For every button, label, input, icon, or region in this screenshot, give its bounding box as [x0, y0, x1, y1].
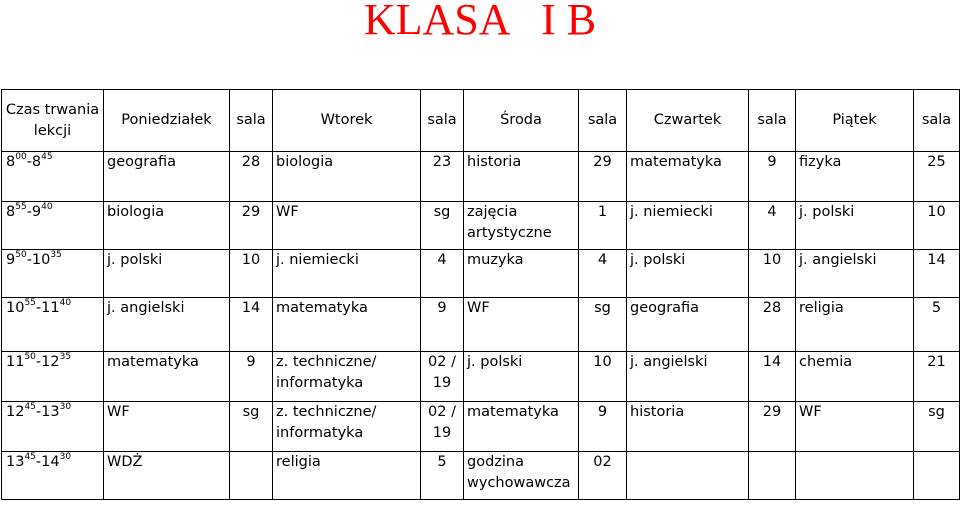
- subject-cell-wed: matematyka: [464, 402, 579, 452]
- subject-cell-wed: j. polski: [464, 352, 579, 402]
- time-minutes: 30: [59, 402, 72, 413]
- room-cell-tue: sg: [421, 202, 464, 250]
- time-hour: 9: [31, 204, 42, 220]
- room-cell-wed: sg: [579, 298, 627, 352]
- lesson-time: [2, 402, 104, 452]
- subject-cell-thu: historia: [627, 402, 749, 452]
- subject-cell-thu: geografia: [627, 298, 749, 352]
- subject-cell-thu: j. polski: [627, 250, 749, 298]
- time-hour: 13: [41, 404, 60, 420]
- subject-cell-tue: z. techniczne/ informatyka: [273, 402, 421, 452]
- header-row: [2, 90, 960, 152]
- subject-cell-tue: biologia: [273, 152, 421, 202]
- room-cell-fri: 10: [914, 202, 960, 250]
- room-cell-thu: 14: [749, 352, 796, 402]
- time-minutes: 50: [24, 352, 36, 363]
- subject-cell-wed: WF: [464, 298, 579, 352]
- room-cell-fri: 5: [914, 298, 960, 352]
- subject-cell-wed: godzina wychowawcza: [464, 452, 579, 500]
- subject-cell-fri: religia: [796, 298, 914, 352]
- time-minutes: 00: [15, 152, 27, 163]
- time-hour: 14: [41, 454, 60, 470]
- subject-cell-fri: [796, 452, 914, 500]
- room-cell-tue: 02 / 19: [421, 352, 464, 402]
- room-cell-thu: [749, 452, 796, 500]
- room-cell-tue: 4: [421, 250, 464, 298]
- subject-cell-fri: fizyka: [796, 152, 914, 202]
- time-hour: 12: [41, 354, 60, 370]
- header-room: sala: [230, 90, 273, 152]
- time-minutes: 40: [41, 202, 53, 213]
- time-separator: -: [26, 252, 32, 268]
- time-minutes: 35: [59, 352, 72, 363]
- room-cell-mon: 28: [230, 152, 273, 202]
- room-cell-tue: 5: [421, 452, 464, 500]
- subject-cell-tue: matematyka: [273, 298, 421, 352]
- lesson-time: [2, 298, 104, 352]
- room-cell-mon: sg: [230, 402, 273, 452]
- room-cell-fri: 21: [914, 352, 960, 402]
- subject-cell-mon: WDŻ: [104, 452, 230, 500]
- room-cell-tue: 23: [421, 152, 464, 202]
- room-cell-fri: 14: [914, 250, 960, 298]
- room-cell-mon: 9: [230, 352, 273, 402]
- page-title: KLASA I B: [363, 0, 597, 44]
- room-cell-thu: 10: [749, 250, 796, 298]
- time-separator: -: [35, 404, 42, 420]
- time-hour: 10: [6, 300, 25, 316]
- time-separator: -: [35, 300, 42, 316]
- subject-cell-mon: WF: [104, 402, 230, 452]
- subject-cell-tue: religia: [273, 452, 421, 500]
- lesson-time: [2, 352, 104, 402]
- time-hour: 10: [31, 252, 51, 268]
- subject-cell-wed: historia: [464, 152, 579, 202]
- subject-cell-fri: j. angielski: [796, 250, 914, 298]
- subject-cell-tue: z. techniczne/ informatyka: [273, 352, 421, 402]
- subject-cell-mon: biologia: [104, 202, 230, 250]
- room-cell-mon: 10: [230, 250, 273, 298]
- time-minutes: 55: [24, 298, 36, 309]
- room-cell-thu: 29: [749, 402, 796, 452]
- room-cell-tue: 9: [421, 298, 464, 352]
- lesson-row: [2, 298, 960, 352]
- header-time: Czas trwania lekcji: [2, 90, 104, 152]
- subject-cell-tue: j. niemiecki: [273, 250, 421, 298]
- lesson-time: [2, 152, 104, 202]
- time-minutes: 35: [50, 250, 62, 261]
- room-cell-wed: 02: [579, 452, 627, 500]
- subject-cell-mon: geografia: [104, 152, 230, 202]
- room-cell-wed: 1: [579, 202, 627, 250]
- subject-cell-mon: j. angielski: [104, 298, 230, 352]
- subject-cell-mon: matematyka: [104, 352, 230, 402]
- room-cell-mon: 29: [230, 202, 273, 250]
- room-cell-thu: 4: [749, 202, 796, 250]
- time-minutes: 55: [15, 202, 27, 213]
- time-separator: -: [26, 154, 32, 170]
- time-minutes: 50: [15, 250, 27, 261]
- subject-cell-thu: matematyka: [627, 152, 749, 202]
- room-cell-thu: 9: [749, 152, 796, 202]
- time-hour: 9: [6, 252, 16, 268]
- subject-cell-fri: WF: [796, 402, 914, 452]
- time-hour: 13: [6, 454, 25, 470]
- subject-cell-wed: muzyka: [464, 250, 579, 298]
- time-hour: 12: [6, 404, 25, 420]
- time-separator: -: [35, 454, 42, 470]
- time-minutes: 40: [59, 298, 72, 309]
- room-cell-fri: 25: [914, 152, 960, 202]
- lesson-time: [2, 452, 104, 500]
- time-hour: 8: [31, 154, 42, 170]
- lesson-time: [2, 202, 104, 250]
- lesson-row: [2, 452, 960, 500]
- room-cell-mon: [230, 452, 273, 500]
- time-minutes: 30: [59, 452, 72, 463]
- lesson-row: [2, 402, 960, 452]
- room-cell-fri: sg: [914, 402, 960, 452]
- room-cell-fri: [914, 452, 960, 500]
- header-tuesday: Wtorek: [273, 90, 421, 152]
- header-wednesday: Środa: [464, 90, 579, 152]
- subject-cell-wed: zajęcia artystyczne: [464, 202, 579, 250]
- time-minutes: 45: [24, 402, 36, 413]
- room-cell-tue: 02 / 19: [421, 402, 464, 452]
- time-hour: 11: [6, 354, 25, 370]
- time-hour: 8: [6, 154, 16, 170]
- subject-cell-thu: [627, 452, 749, 500]
- room-cell-wed: 10: [579, 352, 627, 402]
- time-hour: 11: [41, 300, 60, 316]
- room-cell-thu: 28: [749, 298, 796, 352]
- subject-cell-mon: j. polski: [104, 250, 230, 298]
- lesson-row: [2, 250, 960, 298]
- time-separator: -: [26, 204, 32, 220]
- header-room: sala: [749, 90, 796, 152]
- subject-cell-fri: chemia: [796, 352, 914, 402]
- room-cell-wed: 4: [579, 250, 627, 298]
- header-room: sala: [914, 90, 960, 152]
- header-thursday: Czwartek: [627, 90, 749, 152]
- header-room: sala: [421, 90, 464, 152]
- header-room: sala: [579, 90, 627, 152]
- lesson-row: [2, 202, 960, 250]
- room-cell-wed: 9: [579, 402, 627, 452]
- time-minutes: 45: [24, 452, 36, 463]
- header-friday: Piątek: [796, 90, 914, 152]
- lesson-time: [2, 250, 104, 298]
- lesson-row: [2, 152, 960, 202]
- room-cell-wed: 29: [579, 152, 627, 202]
- subject-cell-tue: WF: [273, 202, 421, 250]
- subject-cell-fri: j. polski: [796, 202, 914, 250]
- time-hour: 8: [6, 204, 16, 220]
- time-separator: -: [35, 354, 42, 370]
- header-monday: Poniedziałek: [104, 90, 230, 152]
- subject-cell-thu: j. niemiecki: [627, 202, 749, 250]
- lesson-row: [2, 352, 960, 402]
- timetable: [1, 89, 960, 500]
- time-minutes: 45: [41, 152, 53, 163]
- subject-cell-thu: j. angielski: [627, 352, 749, 402]
- room-cell-mon: 14: [230, 298, 273, 352]
